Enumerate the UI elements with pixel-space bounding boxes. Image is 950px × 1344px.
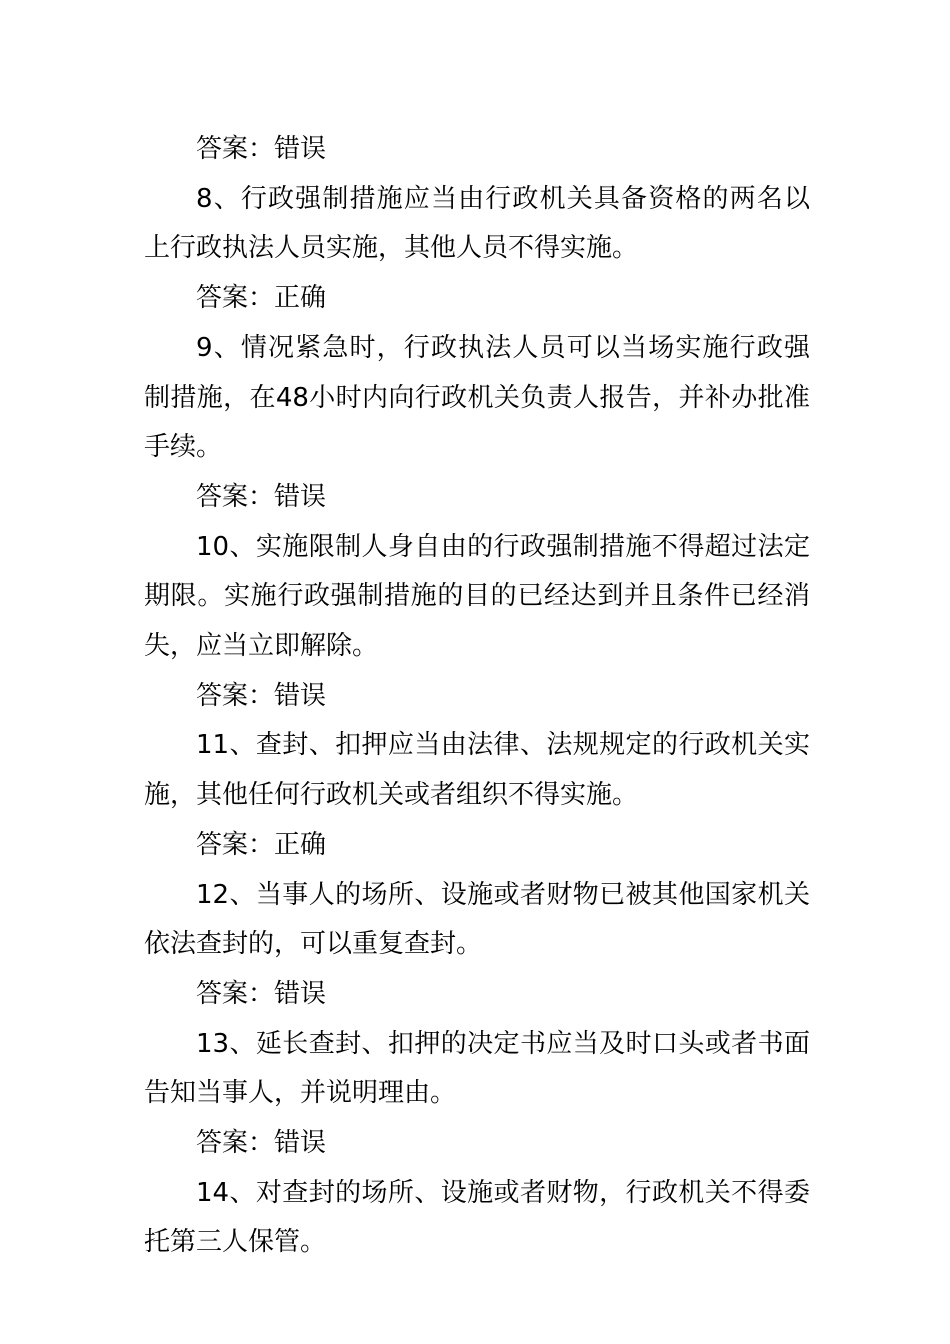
question-paragraph: 10、实施限制人身自由的行政强制措施不得超过法定期限。实施行政强制措施的目的已经达到并且条件已经消失，应当立即解除。: [144, 531, 810, 662]
answer-line: 答案：错误: [196, 1128, 327, 1159]
question-paragraph: 13、延长查封、扣押的决定书应当及时口头或者书面告知当事人，并说明理由。: [144, 1028, 810, 1109]
question-paragraph: 8、行政强制措施应当由行政机关具备资格的两名以上行政执法人员实施，其他人员不得实施。: [144, 183, 810, 264]
answer-line: 答案：错误: [196, 134, 327, 164]
question-paragraph: 14、对查封的场所、设施或者财物，行政机关不得委托第三人保管。: [144, 1177, 810, 1258]
question-paragraph: 12、当事人的场所、设施或者财物已被其他国家机关依法查封的，可以重复查封。: [144, 879, 810, 960]
question-paragraph: 11、查封、扣押应当由法律、法规规定的行政机关实施，其他任何行政机关或者组织不得实施。: [144, 730, 810, 811]
answer-line: 答案：错误: [196, 978, 327, 1009]
answer-line: 答案：正确: [196, 829, 327, 860]
document-body: [144, 125, 810, 1268]
answer-line: 答案：错误: [196, 680, 327, 711]
answer-line: 答案：正确: [196, 283, 327, 314]
answer-line: 答案：错误: [196, 481, 327, 512]
question-paragraph: 9、情况紧急时，行政执法人员可以当场实施行政强制措施，在48小时内向行政机关负责人报告，并补办批准手续。: [144, 332, 810, 463]
